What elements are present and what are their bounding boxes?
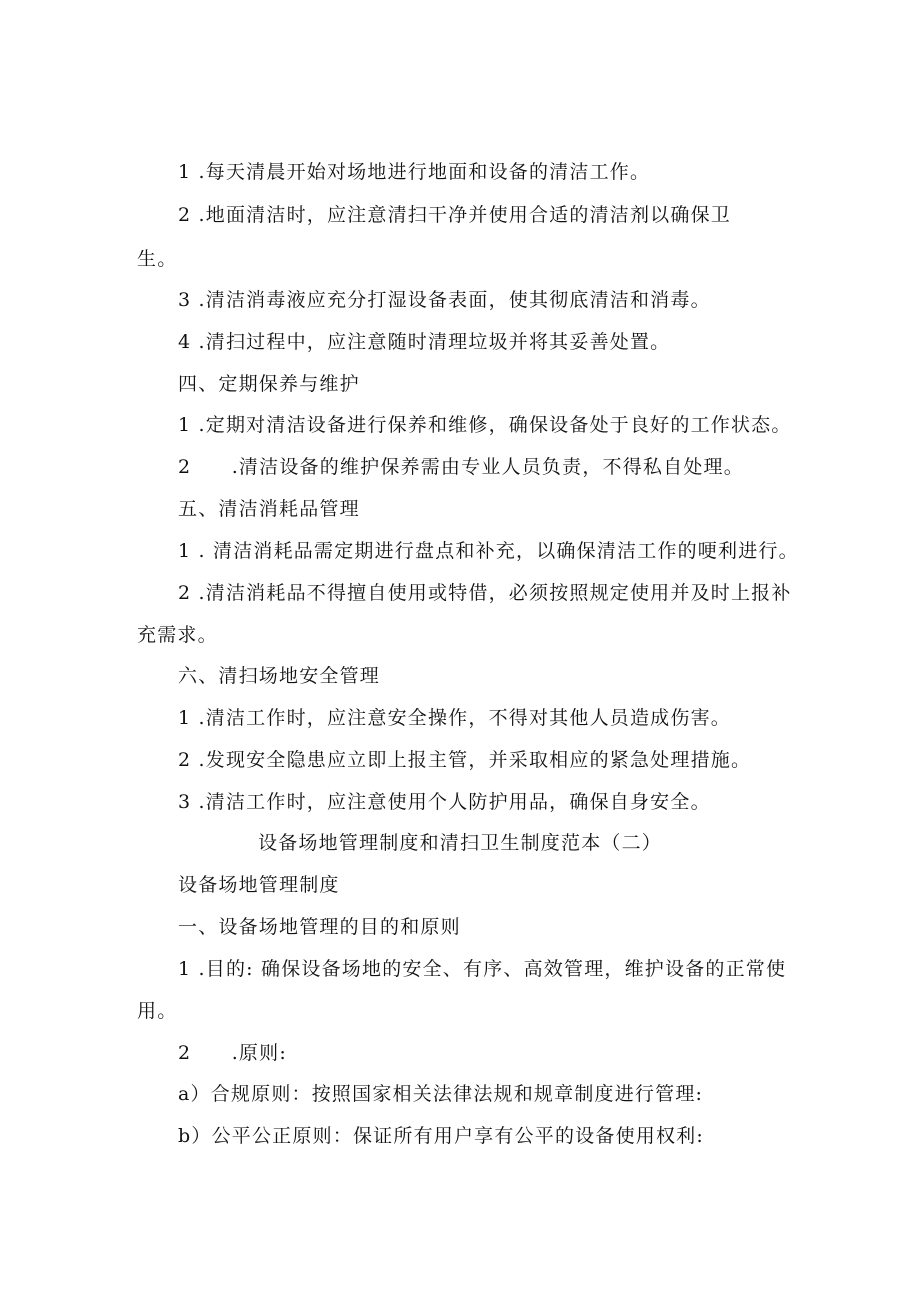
- part2-heading1: 一、设备场地管理的目的和原则: [178, 916, 461, 938]
- section1-item3: 3 .清洁消毒液应充分打湿设备表面，使其彻底清洁和消毒。: [178, 289, 711, 311]
- section6-heading: 六、清扫场地安全管理: [178, 665, 381, 687]
- section1-item2: 2 .地面清洁时，应注意清扫干净并使用合适的清洁剂以确保卫: [178, 204, 731, 226]
- section4-heading: 四、定期保养与维护: [178, 373, 360, 395]
- section4-item2: 2 .清洁设备的维护保养需由专业人员负责，不得私自处理。: [178, 456, 744, 478]
- part2-purpose-continuation: 用。: [137, 1000, 178, 1022]
- section6-item3: 3 .清洁工作时，应注意使用个人防护用品，确保自身安全。: [178, 791, 711, 813]
- section4-item1: 1 .定期对清洁设备进行保养和维修，确保设备处于良好的工作状态。: [178, 414, 792, 436]
- section5-heading: 五、清洁消耗品管理: [178, 498, 360, 520]
- section1-item4: 4 .清扫过程中，应注意随时清理垃圾并将其妥善处置。: [178, 331, 671, 353]
- section5-item2-continuation: 充需求。: [137, 624, 218, 646]
- part2-principle-b: b）公平公正原则：保证所有用户享有公平的设备使用权利:: [178, 1125, 704, 1147]
- section6-item2: 2 .发现安全隐患应立即上报主管，并采取相应的紧急处理措施。: [178, 749, 752, 771]
- section5-item1: 1 . 清洁消耗品需定期进行盘点和补充，以确保清洁工作的哽利进行。: [178, 540, 799, 562]
- part2-title: 设备场地管理制度和清扫卫生制度范本（二）: [258, 832, 663, 854]
- section1-item1: 1 .每天清晨开始对场地进行地面和设备的清洁工作。: [178, 161, 651, 183]
- section5-item2: 2 .清洁消耗品不得擅自使用或特借，必须按照规定使用并及时上报补: [178, 582, 792, 604]
- section1-item2-continuation: 生。: [137, 248, 178, 270]
- part2-subtitle: 设备场地管理制度: [178, 874, 340, 896]
- part2-principle: 2 .原则:: [178, 1042, 287, 1064]
- part2-purpose: 1 .目的: 确保设备场地的安全、有序、高效管理，维护设备的正常使: [178, 958, 787, 980]
- part2-principle-a: a）合规原则：按照国家相关法律法规和规章制度进行管理:: [178, 1083, 704, 1105]
- section6-item1: 1 .清洁工作时，应注意安全操作，不得对其他人员造成伤害。: [178, 707, 731, 729]
